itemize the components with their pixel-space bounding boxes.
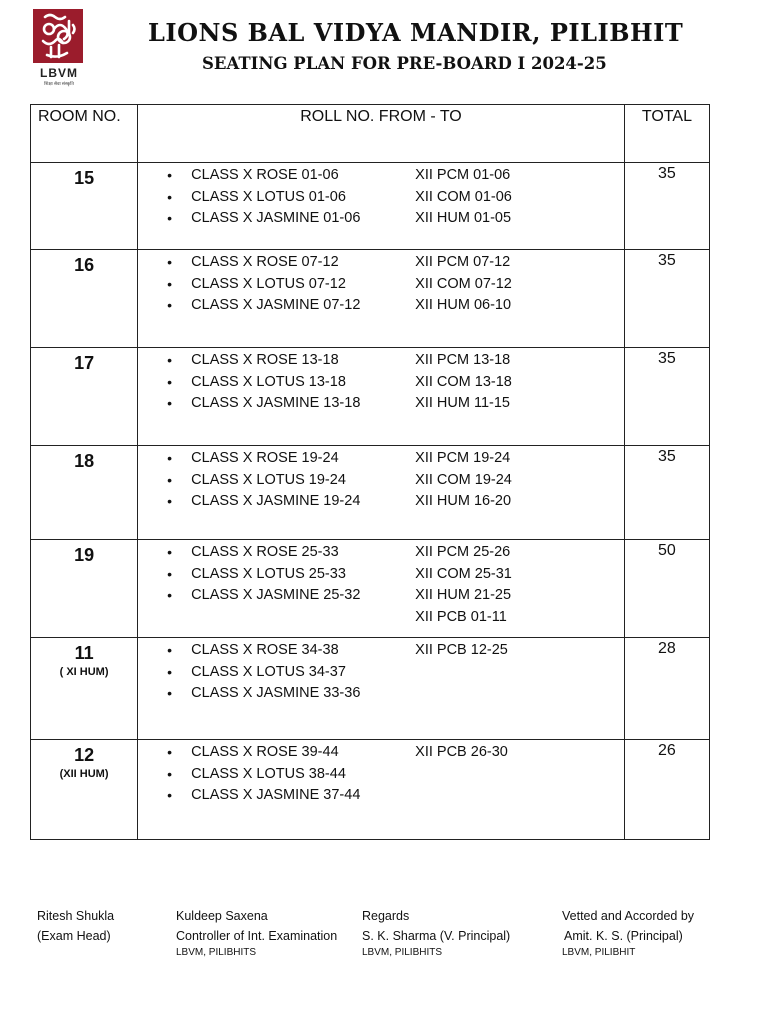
list-item: • CLASS X JASMINE 37-44 bbox=[167, 785, 415, 807]
signature-controller bbox=[176, 906, 337, 960]
total-cell: 35 bbox=[624, 446, 709, 540]
room-class-note: (XII HUM) bbox=[59, 768, 109, 780]
table-header-row bbox=[31, 105, 710, 163]
total-cell: 50 bbox=[624, 540, 709, 638]
logo-text: LBVM bbox=[40, 66, 78, 80]
list-item: • CLASS X JASMINE 25-32 bbox=[167, 585, 415, 607]
list-item: XII HUM 11-15 bbox=[415, 395, 510, 411]
header-roll: ROLL NO. FROM - TO bbox=[138, 105, 625, 163]
total-cell: 26 bbox=[624, 740, 709, 840]
list-item: • CLASS X JASMINE 07-12 bbox=[167, 295, 415, 317]
total-cell: 35 bbox=[624, 348, 709, 446]
signature-role: S. K. Sharma (V. Principal) bbox=[362, 929, 511, 943]
room-number: 16 bbox=[74, 255, 95, 275]
class-x-list bbox=[138, 542, 415, 628]
header-total: TOTAL bbox=[624, 105, 709, 163]
class-xii-list bbox=[415, 640, 508, 705]
class-xii-list bbox=[415, 350, 512, 415]
list-item: XII COM 25-31 bbox=[415, 565, 512, 582]
table-row bbox=[31, 540, 710, 638]
class-x-list bbox=[138, 165, 415, 230]
school-logo bbox=[33, 9, 85, 91]
list-item: • CLASS X ROSE 39-44 bbox=[167, 742, 415, 764]
list-item: XII PCM 13-18 bbox=[415, 352, 511, 368]
signature-principal bbox=[562, 906, 694, 960]
roll-range-cell bbox=[138, 163, 625, 250]
table-row bbox=[31, 740, 710, 840]
room-cell bbox=[31, 446, 138, 540]
list-item: XII PCM 19-24 bbox=[415, 450, 511, 466]
roll-range-cell bbox=[138, 250, 625, 348]
signature-role: (Exam Head) bbox=[37, 929, 111, 943]
roll-range-cell bbox=[138, 740, 625, 840]
room-number: 11 bbox=[74, 643, 94, 663]
list-item: • CLASS X LOTUS 38-44 bbox=[167, 764, 415, 786]
list-item: XII HUM 06-10 bbox=[415, 297, 512, 313]
class-x-list bbox=[138, 252, 415, 317]
room-cell bbox=[31, 540, 138, 638]
page-title: LIONS BAL VIDYA MANDIR, PILIBHIT bbox=[148, 18, 684, 47]
class-xii-list bbox=[415, 165, 512, 230]
table-row bbox=[31, 163, 710, 250]
room-number: 19 bbox=[74, 545, 95, 565]
header-room: ROOM NO. bbox=[31, 105, 138, 163]
list-item: • CLASS X LOTUS 13-18 bbox=[167, 372, 415, 394]
signature-name: Regards bbox=[362, 909, 410, 923]
room-cell bbox=[31, 250, 138, 348]
class-xii-list bbox=[415, 252, 512, 317]
list-item: • CLASS X LOTUS 25-33 bbox=[167, 564, 415, 586]
class-xii-list bbox=[415, 542, 512, 628]
signature-role: Amit. K. S. (Principal) bbox=[564, 929, 683, 943]
list-item: • CLASS X LOTUS 07-12 bbox=[167, 274, 415, 296]
roll-range-cell bbox=[138, 638, 625, 740]
list-item: • CLASS X ROSE 01-06 bbox=[167, 165, 415, 187]
list-item: XII HUM 01-05 bbox=[415, 210, 512, 226]
signature-role: Controller of Int. Examination bbox=[176, 929, 338, 943]
list-item: XII COM 13-18 bbox=[415, 373, 512, 390]
room-cell bbox=[31, 163, 138, 250]
list-item: • CLASS X LOTUS 01-06 bbox=[167, 187, 415, 209]
signature-place: LBVM, PILIBHITS bbox=[362, 947, 443, 958]
total-cell: 35 bbox=[624, 250, 709, 348]
class-x-list bbox=[138, 640, 415, 705]
logo-emblem-icon bbox=[33, 9, 83, 63]
total-cell: 28 bbox=[624, 638, 709, 740]
signature-name: Vetted and Accorded by bbox=[562, 909, 695, 923]
list-item: • CLASS X LOTUS 19-24 bbox=[167, 470, 415, 492]
list-item: XII PCB 01-11 bbox=[415, 608, 507, 625]
list-item: • CLASS X JASMINE 01-06 bbox=[167, 208, 415, 230]
room-number: 15 bbox=[74, 168, 95, 188]
room-cell bbox=[31, 740, 138, 840]
list-item: • CLASS X ROSE 13-18 bbox=[167, 350, 415, 372]
signature-name: Kuldeep Saxena bbox=[176, 909, 268, 923]
list-item: • CLASS X ROSE 19-24 bbox=[167, 448, 415, 470]
list-item: • CLASS X LOTUS 34-37 bbox=[167, 662, 415, 684]
roll-range-cell bbox=[138, 348, 625, 446]
room-number: 17 bbox=[74, 353, 95, 373]
table-row bbox=[31, 348, 710, 446]
list-item: XII HUM 16-20 bbox=[415, 493, 512, 509]
class-xii-list bbox=[415, 742, 508, 807]
list-item: XII HUM 21-25 bbox=[415, 587, 512, 603]
signature-exam-head bbox=[37, 906, 114, 946]
list-item: XII PCB 12-25 bbox=[415, 642, 508, 658]
list-item: • CLASS X ROSE 07-12 bbox=[167, 252, 415, 274]
signature-name: Ritesh Shukla bbox=[37, 909, 115, 923]
signature-place: LBVM, PILIBHITS bbox=[176, 947, 257, 958]
list-item: • CLASS X JASMINE 13-18 bbox=[167, 393, 415, 415]
list-item: XII PCM 07-12 bbox=[415, 254, 511, 270]
class-xii-list bbox=[415, 448, 512, 513]
room-number: 18 bbox=[74, 451, 95, 471]
list-item: • CLASS X ROSE 34-38 bbox=[167, 640, 415, 662]
table-row bbox=[31, 638, 710, 740]
logo-tagline: शिक्षा सेवा संस्कृति bbox=[44, 81, 74, 86]
list-item: • CLASS X ROSE 25-33 bbox=[167, 542, 415, 564]
room-class-note: ( XI HUM) bbox=[59, 666, 109, 678]
list-item: • CLASS X JASMINE 19-24 bbox=[167, 491, 415, 513]
list-item: XII PCM 01-06 bbox=[415, 167, 511, 183]
class-x-list bbox=[138, 448, 415, 513]
list-item: XII PCB 26-30 bbox=[415, 744, 508, 760]
roll-range-cell bbox=[138, 540, 625, 638]
class-x-list bbox=[138, 742, 415, 807]
list-item: XII COM 07-12 bbox=[415, 275, 512, 292]
list-item: XII PCM 25-26 bbox=[415, 544, 511, 560]
total-cell: 35 bbox=[624, 163, 709, 250]
list-item: XII COM 01-06 bbox=[415, 188, 512, 205]
list-item: • CLASS X JASMINE 33-36 bbox=[167, 683, 415, 705]
room-cell bbox=[31, 638, 138, 740]
page-subtitle: SEATING PLAN FOR PRE-BOARD I 2024-25 bbox=[202, 54, 607, 73]
list-item: XII COM 19-24 bbox=[415, 471, 512, 488]
seating-plan-table bbox=[30, 104, 710, 840]
room-number: 12 bbox=[74, 745, 95, 765]
room-cell bbox=[31, 348, 138, 446]
signature-vice-principal bbox=[362, 906, 510, 960]
roll-range-cell bbox=[138, 446, 625, 540]
table-row bbox=[31, 446, 710, 540]
signature-place: LBVM, PILIBHIT bbox=[562, 947, 636, 958]
class-x-list bbox=[138, 350, 415, 415]
table-row bbox=[31, 250, 710, 348]
